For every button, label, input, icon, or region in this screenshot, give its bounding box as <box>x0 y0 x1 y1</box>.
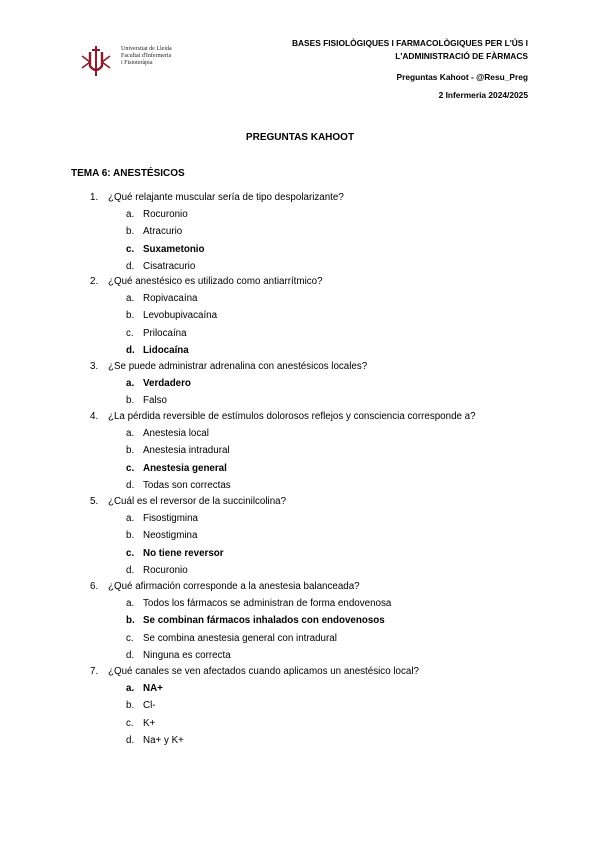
question <box>90 361 367 372</box>
option-text: K+ <box>143 717 156 729</box>
option-text: No tiene reversor <box>143 547 224 559</box>
option-letter: c. <box>126 717 134 729</box>
option-text: Neostigmina <box>143 530 198 542</box>
answer-option <box>126 548 224 559</box>
answer-option <box>126 428 209 439</box>
answer-option <box>126 261 195 272</box>
option-letter: c. <box>126 547 135 559</box>
option-text: Rocuronio <box>143 209 188 220</box>
answer-option <box>126 395 167 406</box>
answer-option <box>126 310 217 321</box>
question-number: 7. <box>90 666 99 677</box>
option-letter: b. <box>126 226 135 238</box>
option-text: Atracurio <box>143 226 183 238</box>
question-text: ¿La pérdida reversible de estímulos dolorosos reflejos y consciencia corresponde a? <box>108 411 476 422</box>
question-text: ¿Se puede administrar adrenalina con anestésicos locales? <box>108 361 368 372</box>
question-number: 5. <box>90 496 99 507</box>
question-number: 3. <box>90 361 99 372</box>
answer-option <box>126 345 189 356</box>
answer-option <box>126 226 182 237</box>
option-text: Rocuronio <box>143 565 188 577</box>
section-heading: TEMA 6: ANESTÉSICOS <box>71 168 185 179</box>
option-letter: a. <box>126 513 135 524</box>
question <box>90 276 323 287</box>
answer-option <box>126 633 337 644</box>
header-year: 2 Infermeria 2024/2025 <box>438 90 528 100</box>
option-text: Se combinan fármacos inhalados con endovenosos <box>143 615 385 627</box>
option-text: Ninguna es correcta <box>143 650 231 662</box>
option-text: Anestesia intradural <box>143 445 230 457</box>
answer-option <box>126 718 155 729</box>
question-number: 2. <box>90 276 99 287</box>
option-text: Falso <box>143 395 167 407</box>
question-number: 6. <box>90 581 99 592</box>
option-letter: a. <box>126 598 135 609</box>
course-title-line2: L'ADMINISTRACIÓ DE FÀRMACS <box>395 51 528 61</box>
question <box>90 192 344 203</box>
answer-option <box>126 378 191 389</box>
option-letter: a. <box>126 683 135 694</box>
option-text: Lidocaína <box>143 345 189 357</box>
university-logo <box>76 42 186 82</box>
option-letter: c. <box>126 462 135 474</box>
option-text: Se combina anestesia general con intradural <box>143 632 337 644</box>
answer-option <box>126 735 184 746</box>
answer-option <box>126 293 197 304</box>
answer-option <box>126 244 205 255</box>
answer-option <box>126 445 230 456</box>
logo-line: Facultat d'Infermeria <box>121 53 172 59</box>
answer-option <box>126 565 188 576</box>
question-number: 1. <box>90 192 99 203</box>
answer-option <box>126 598 391 609</box>
answer-option <box>126 650 231 661</box>
option-text: Na+ y K+ <box>143 735 184 747</box>
option-letter: a. <box>126 293 135 304</box>
header-author: Preguntas Kahoot - @Resu_Preg <box>396 72 528 82</box>
answer-option <box>126 328 187 339</box>
option-text: Suxametonio <box>143 243 205 255</box>
option-letter: b. <box>126 530 135 542</box>
option-letter: c. <box>126 243 135 255</box>
option-text: Cl- <box>143 700 156 712</box>
answer-option <box>126 513 198 524</box>
option-text: Prilocaína <box>143 327 187 339</box>
logo-line: Universitat de Lleida <box>121 46 172 52</box>
question <box>90 411 476 422</box>
question-text: ¿Cuál es el reversor de la succinilcolina? <box>108 496 287 507</box>
page-title: PREGUNTAS KAHOOT <box>245 132 355 143</box>
answer-option <box>126 615 385 626</box>
option-text: Levobupivacaína <box>143 310 218 322</box>
option-letter: b. <box>126 700 135 712</box>
question <box>90 496 286 507</box>
option-letter: b. <box>126 310 135 322</box>
course-title-line1: BASES FISIOLÒGIQUES I FARMACOLÒGIQUES PER L'ÚS I <box>291 38 528 48</box>
answer-option <box>126 700 156 711</box>
option-letter: a. <box>126 428 135 439</box>
logo-line: i Fisioteràpia <box>121 60 153 66</box>
option-text: Anestesia local <box>143 428 209 439</box>
answer-option <box>126 209 188 220</box>
option-letter: d. <box>126 735 135 747</box>
question-text: ¿Qué canales se ven afectados cuando aplicamos un anestésico local? <box>108 666 419 677</box>
option-letter: d. <box>126 345 135 357</box>
option-letter: b. <box>126 395 135 407</box>
option-text: NA+ <box>143 683 163 694</box>
option-letter: d. <box>126 650 135 662</box>
option-text: Todas son correctas <box>143 480 231 492</box>
answer-option <box>126 530 197 541</box>
option-text: Todos los fármacos se administran de forma endovenosa <box>143 598 392 609</box>
answer-option <box>126 463 227 474</box>
option-letter: b. <box>126 445 135 457</box>
question <box>90 666 419 677</box>
option-letter: a. <box>126 378 135 389</box>
question-text: ¿Qué afirmación corresponde a la anestesia balanceada? <box>108 581 360 592</box>
option-text: Fisostigmina <box>143 513 198 524</box>
option-letter: a. <box>126 209 135 220</box>
logo-text <box>121 46 172 67</box>
answer-option <box>126 480 231 491</box>
option-text: Ropivacaína <box>143 293 198 304</box>
option-letter: d. <box>126 565 135 577</box>
option-text: Anestesia general <box>143 462 227 474</box>
option-letter: c. <box>126 327 134 339</box>
answer-option <box>126 683 163 694</box>
university-emblem-icon <box>76 42 116 82</box>
option-letter: b. <box>126 615 135 627</box>
question <box>90 581 360 592</box>
question-text: ¿Qué relajante muscular sería de tipo despolarizante? <box>108 192 344 203</box>
option-text: Cisatracurio <box>143 261 196 273</box>
question-text: ¿Qué anestésico es utilizado como antiarrítmico? <box>108 276 323 287</box>
option-letter: d. <box>126 480 135 492</box>
option-text: Verdadero <box>143 378 191 389</box>
question-number: 4. <box>90 411 99 422</box>
option-letter: d. <box>126 261 135 273</box>
option-letter: c. <box>126 632 134 644</box>
